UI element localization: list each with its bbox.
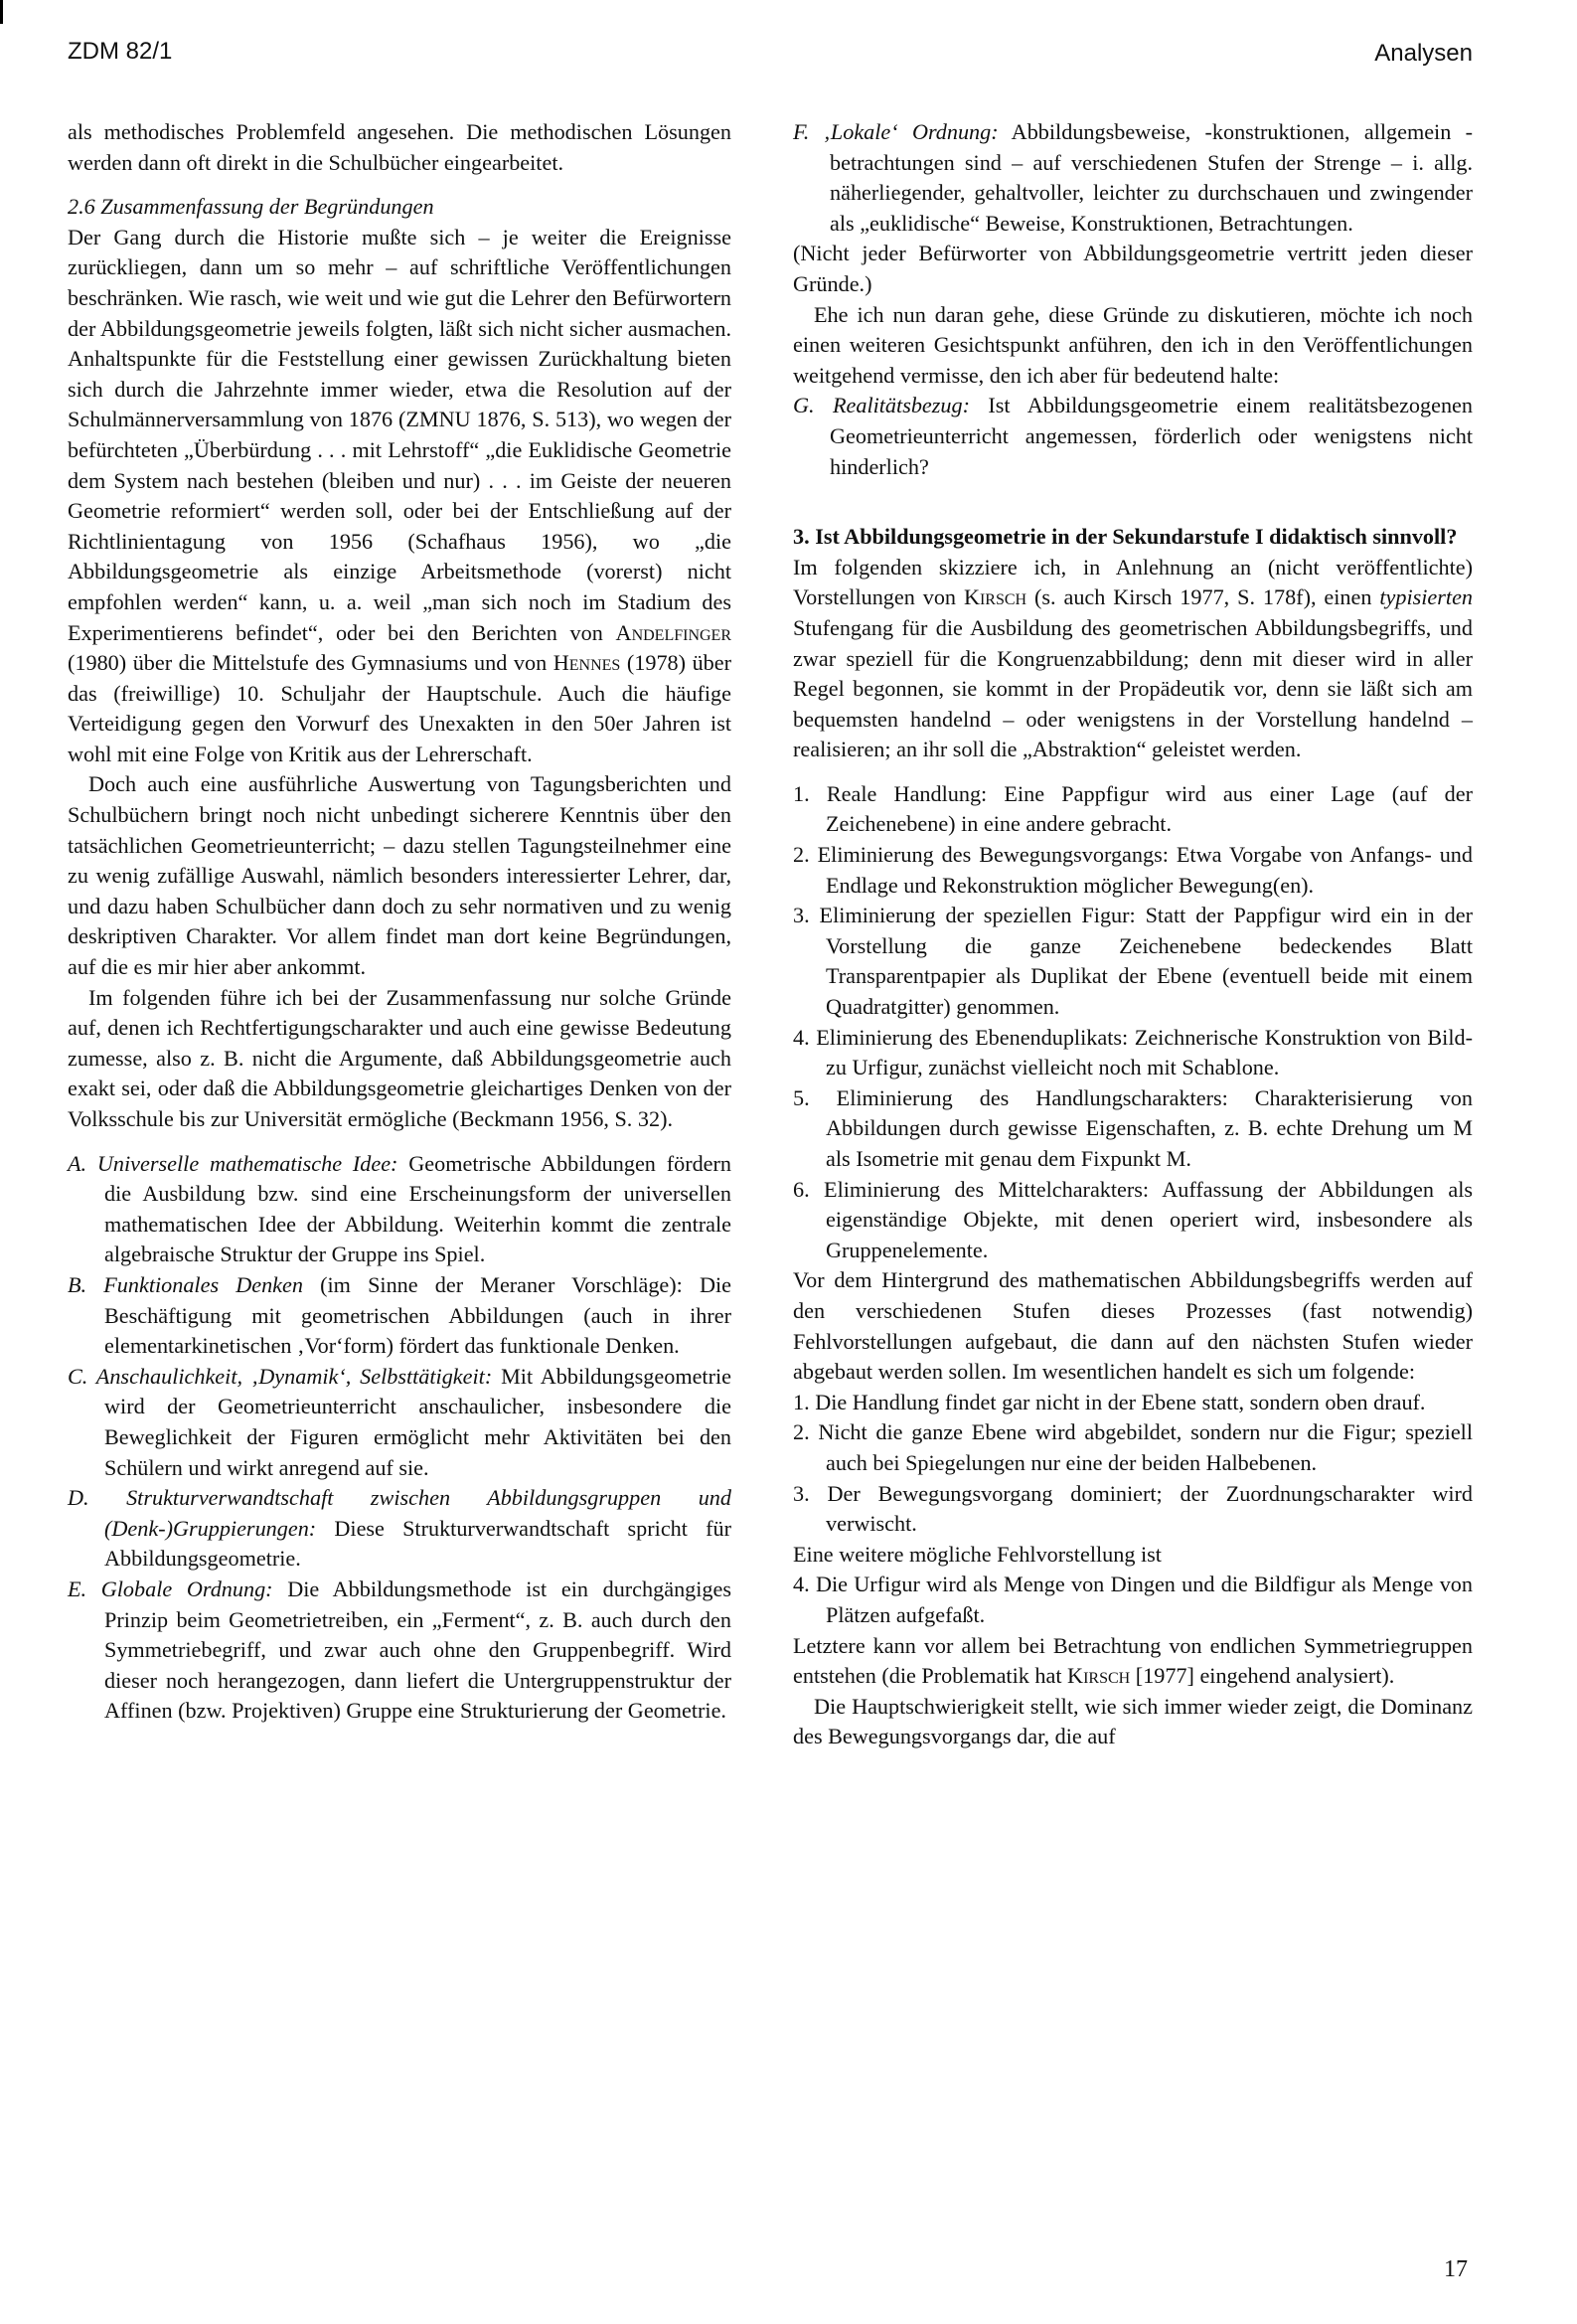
misconception-item: 3. Der Bewegungsvorgang dominiert; der Zuordnungscharakter wird verwischt. — [793, 1480, 1473, 1537]
misconception-item: 1. Die Handlung findet gar nicht in der Ebene statt, sondern oben drauf. — [793, 1389, 1426, 1414]
evaluation-paragraph: Doch auch eine ausführliche Auswertung von Tagungsberichten und Schulbüchern bringt noch nicht unbedingt sicherere Kenntnis über den tatsächlichen Geometrieunterricht; – dazu stellen Tagungsteilnehmer eine zu wenig zufällige Auswahl, nämlich besonders interessierter Lehrer, dar, und dazu haben Schulbücher dann doch zu sehr normativen und zu wenig deskriptiven Charakter. Vor allem findet man dort keine Begründungen, auf die es mir hier aber ankommt. — [68, 771, 731, 980]
stage-item: 3. Eliminierung der speziellen Figur: Statt der Pappfigur wird ein in der Vorstellung die ganze Zeichenebene bedeckendes Blatt Transparentpapier als Duplikat der Ebene (eventuell beide mit einem Quadratgitter) genommen. — [793, 903, 1473, 1020]
stage-item: 6. Eliminierung des Mittelcharakters: Auffassung der Abbildungen als eigenständige Objekte, mit denen operiert wird, insbesondere als Gruppenelemente. — [793, 1176, 1473, 1262]
page-number: 17 — [1444, 2256, 1468, 2282]
stage-intro-paragraph: Im folgenden skizziere ich, in Anlehnung an (nicht veröffentlichte) Vorstellungen von Kirsch (s. auch Kirsch 1977, S. 178f), einen typisierten Stufengang für die Ausbildung des geometrischen Abbildungsbegriffs, und zwar speziell für die Kongruenzabbildung; denn mit dieser wird in aller Regel begonnen, sie kommt in der Propädeutik vor, denn sie läßt sich am bequemsten handelnd – oder wenigstens in der Vorstellung handelnd – realisieren; an ihr soll die „Abstraktion“ geleistet werden. — [793, 554, 1474, 762]
note-paragraph: (Nicht jeder Befürworter von Abbildungsgeometrie vertritt jeden dieser Gründe.) — [793, 241, 1473, 296]
further-misconception-paragraph: Eine weitere mögliche Fehlvorstellung ist — [793, 1541, 1162, 1567]
transition-paragraph: Ehe ich nun daran gehe, diese Gründe zu diskutieren, möchte ich noch einen weiteren Gesichtspunkt anführen, den ich in den Veröffentlichungen weitgehend vermisse, den ich aber für bedeutend halte: — [793, 301, 1473, 388]
stage-item: 4. Eliminierung des Ebenenduplikats: Zeichnerische Konstruktion von Bild- zu Urfigur, zunächst vielleicht noch mit Schablone. — [793, 1024, 1473, 1080]
author-name: Hennes — [552, 650, 621, 676]
reason-item: F. ‚Lokale‘ Ordnung: Abbildungsbeweise, -konstruktionen, allgemein -betrachtungen sind – auf verschiedenen Stufen der Strenge – i. allg. näherliegender, gehaltvoller, leichter zu durchschauen und zwingender als „euklidische“ Beweise, Konstruktionen, Betrachtungen. — [793, 119, 1473, 236]
misconception-item: 2. Nicht die ganze Ebene wird abgebildet, sondern nur die Figur; speziell auch bei Spiegelungen nur eine der beiden Halbebenen. — [793, 1419, 1473, 1475]
misconception-item: 4. Die Urfigur wird als Menge von Dingen und die Bildfigur als Menge von Plätzen aufgefaßt. — [793, 1572, 1473, 1627]
journal-header: ZDM 82/1 — [68, 38, 173, 65]
stage-item: 5. Eliminierung des Handlungscharakters: Charakterisierung von Abbildungen durch gewisse Eigenschaften, z. B. echte Drehung um M als Isometrie mit genau dem Fixpunkt M. — [793, 1084, 1473, 1171]
section-heading: 3. Ist Abbildungsgeometrie in der Sekundarstufe I didaktisch sinnvoll? — [793, 524, 1458, 550]
symmetry-paragraph: Letztere kann vor allem bei Betrachtung von endlichen Symmetriegruppen entstehen (die Problematik hat Kirsch [1977] eingehend analysiert). — [793, 1632, 1473, 1689]
reason-item: E. Globale Ordnung: Die Abbildungsmethode ist ein durchgängiges Prinzip beim Geometrietreiben, ein „Ferment“, z. B. auch durch den Symmetriebegriff, und zwar auch ohne den Gruppenbegriff. Wird dieser noch herangezogen, dann liefert die Untergruppenstruktur der Affinen (bzw. Projektiven) Gruppe eine Strukturierung der Geometrie. — [68, 1576, 731, 1724]
stages-list — [793, 779, 1473, 1266]
author-name: Andelfinger — [615, 619, 732, 645]
background-paragraph: Vor dem Hintergrund des mathematischen Abbildungsbegriffs werden auf den verschiedenen Stufen dieses Prozesses (fast notwendig) Fehlvorstellungen aufgebaut, die dann auf den nächsten Stufen wieder abgebaut werden sollen. Im wesentlichen handelt es sich um folgende: — [793, 1267, 1473, 1385]
reason-item: D. Strukturverwandtschaft zwischen Abbildungsgruppen und (Denk-)Gruppierungen: Diese Strukturverwandtschaft spricht für Abbildungsgeometrie. — [68, 1485, 731, 1572]
intro-paragraph: als methodisches Problemfeld angesehen. Die methodischen Lösungen werden dann oft direkt in die Schulbücher eingearbeitet. — [68, 119, 731, 175]
history-paragraph: Der Gang durch die Historie mußte sich – je weiter die Ereignisse zurückliegen, dann um so mehr – auf schriftliche Veröffentlichungen beschränken. Wie rasch, wie weit und wie gut die Lehrer den Befürwortern der Abbildungsgeometrie jeweils folgten, läßt sich nicht sicher ausmachen. Anhaltspunkte für die Feststellung einer gewissen Zurückhaltung bieten sich durch die Jahrzehnte immer wieder, etwa die Resolution auf der Schulmännerversammlung von 1876 (ZMNU 1876, S. 513), wo wegen der befürchteten „Überbürdung . . . mit Lehrstoff“ „die Euklidische Geometrie dem System nach bestehen (bleiben und nur) . . . im Geiste der neueren Geometrie reformiert“ werden soll, oder bei der Entschließung auf der Richtlinientagung von 1956 (Schafhaus 1956), wo „die Abbildungsgeometrie als einzige Arbeitsmethode (vorerst) nicht empfohlen werden“ kann, u. a. weil „man sich noch im Stadium des Experimentierens befindet“, oder bei den Berichten von Andelfinger (1980) über die Mittelstufe des Gymnasiums und von Hennes (1978) über das (freiwillige) 10. Schuljahr der Hauptschule. Auch die häufige Verteidigung gegen den Vorwurf des Unexakten in den 50er Jahren ist wohl mit eine Folge von Kritik aus der Lehrerschaft. — [68, 224, 732, 766]
reason-item: C. Anschaulichkeit, ‚Dynamik‘, Selbsttätigkeit: Mit Abbildungsgeometrie wird der Geometrieunterricht anschaulicher, insbesondere die Beweglichkeit der Figuren ermöglicht mehr Aktivitäten bei den Schülern und wirkt anregend auf sie. — [68, 1363, 731, 1480]
reason-item: G. Realitätsbezug: Ist Abbildungsgeometrie einem realitätsbezogenen Geometrieunterricht angemessen, förderlich oder wenigstens nicht hinderlich? — [793, 393, 1473, 479]
subsection-heading: 2.6 Zusammenfassung der Begründungen — [68, 194, 434, 220]
right-column — [793, 117, 1473, 1752]
reason-item: B. Funktionales Denken (im Sinne der Meraner Vorschläge): Die Beschäftigung mit geometrischen Abbildungen (auch in ihrer elementarkinetischen ‚Vor‘form) fördert das funktionale Denken. — [68, 1271, 732, 1359]
reasons-list — [68, 1149, 731, 1727]
closing-paragraph: Die Hauptschwierigkeit stellt, wie sich immer wieder zeigt, die Dominanz des Bewegungsvorgangs dar, die auf — [793, 1693, 1473, 1749]
author-name: Kirsch — [1067, 1663, 1131, 1689]
scan-edge-mark — [0, 0, 3, 24]
reason-item: A. Universelle mathematische Idee: Geometrische Abbildungen fördern die Ausbildung bzw. sind eine Erscheinungsform der universellen mathematischen Idee der Abbildung. Weiterhin kommt die zentrale algebraische Struktur der Gruppe ins Spiel. — [68, 1150, 732, 1267]
stage-item: 2. Eliminierung des Bewegungsvorgangs: Etwa Vorgabe von Anfangs- und Endlage und Rekonstruktion möglicher Bewegung(en). — [793, 842, 1473, 898]
author-name: Kirsch — [963, 584, 1027, 610]
section-header: Analysen — [1374, 40, 1473, 67]
left-column — [68, 117, 731, 1727]
stage-item: 1. Reale Handlung: Eine Pappfigur wird aus einer Lage (auf der Zeichenebene) in eine andere gebracht. — [793, 780, 1473, 837]
criteria-paragraph: Im folgenden führe ich bei der Zusammenfassung nur solche Gründe auf, denen ich Rechtfertigungscharakter und auch eine gewisse Bedeutung zumesse, also z. B. nicht die Argumente, daß Abbildungsgeometrie auch exakt sei, oder daß die Abbildungsgeometrie gleichartiges Denken von der Volksschule bis zur Universität ermögliche (Beckmann 1956, S. 32). — [68, 984, 731, 1131]
